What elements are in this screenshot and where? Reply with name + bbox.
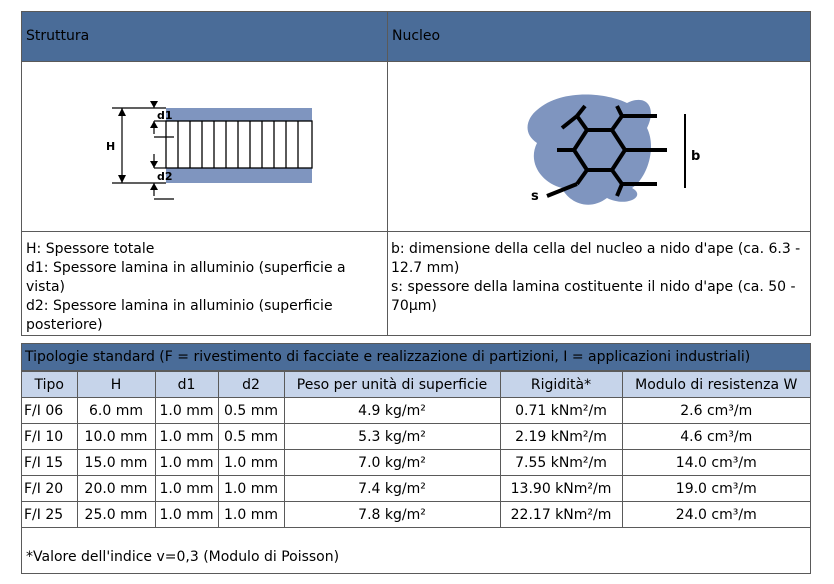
specs-table <box>22 371 810 528</box>
cell-type: F/I 15 <box>22 450 77 476</box>
cell-h: 25.0 mm <box>77 502 155 528</box>
column-header: Rigidità* <box>500 372 622 398</box>
cell-d1: 1.0 mm <box>155 424 218 450</box>
honeycomb-cell-diagram <box>507 88 707 218</box>
cell-h: 6.0 mm <box>77 398 155 424</box>
cell-weight: 7.0 kg/m² <box>284 450 500 476</box>
desc-line: b: dimensione della cella del nucleo a nido d'ape (ca. 6.3 - <box>391 241 801 257</box>
cell-h: 10.0 mm <box>77 424 155 450</box>
cell-type: F/I 10 <box>22 424 77 450</box>
cell-modulus: 2.6 cm³/m <box>622 398 810 424</box>
label-d1: d1 <box>157 109 173 122</box>
cell-d2: 1.0 mm <box>218 476 284 502</box>
standard-types-table <box>21 343 811 574</box>
cell-d2: 1.0 mm <box>218 502 284 528</box>
cell-weight: 5.3 kg/m² <box>284 424 500 450</box>
core-description <box>391 240 809 316</box>
desc-line: 70µm) <box>391 298 437 314</box>
cell-weight: 7.4 kg/m² <box>284 476 500 502</box>
desc-line: posteriore) <box>26 317 103 333</box>
row-divider <box>22 61 810 62</box>
column-header: Modulo di resistenza W <box>622 372 810 398</box>
column-header: Peso per unità di superficie <box>284 372 500 398</box>
cell-weight: 4.9 kg/m² <box>284 398 500 424</box>
cell-modulus: 4.6 cm³/m <box>622 424 810 450</box>
cell-d1: 1.0 mm <box>155 450 218 476</box>
structure-table <box>21 11 811 336</box>
cell-d2: 0.5 mm <box>218 398 284 424</box>
column-header: Tipo <box>22 372 77 398</box>
cell-d1: 1.0 mm <box>155 502 218 528</box>
structure-description <box>26 240 381 335</box>
cell-d1: 1.0 mm <box>155 398 218 424</box>
desc-line: 12.7 mm) <box>391 260 460 276</box>
structure-header: Struttura <box>22 12 387 61</box>
desc-line: s: spessore della lamina costituente il nido d'ape (ca. 50 - <box>391 279 796 295</box>
core-header: Nucleo <box>388 12 810 61</box>
cell-stiffness: 7.55 kNm²/m <box>500 450 622 476</box>
cell-h: 20.0 mm <box>77 476 155 502</box>
desc-line: d1: Spessore lamina in alluminio (superficie a <box>26 260 346 276</box>
column-header: d2 <box>218 372 284 398</box>
label-s: s <box>531 189 539 204</box>
label-d2: d2 <box>157 170 173 183</box>
column-header: H <box>77 372 155 398</box>
table-row <box>22 424 810 450</box>
cell-modulus: 19.0 cm³/m <box>622 476 810 502</box>
footnote: *Valore dell'indice v=0,3 (Modulo di Poisson) <box>26 549 340 565</box>
cell-stiffness: 2.19 kNm²/m <box>500 424 622 450</box>
column-header: d1 <box>155 372 218 398</box>
cell-d2: 0.5 mm <box>218 424 284 450</box>
row-divider <box>22 231 810 232</box>
desc-line: vista) <box>26 279 65 295</box>
cell-modulus: 24.0 cm³/m <box>622 502 810 528</box>
cell-type: F/I 20 <box>22 476 77 502</box>
cell-type: F/I 06 <box>22 398 77 424</box>
desc-line: H: Spessore totale <box>26 241 155 257</box>
table-caption: Tipologie standard (F = rivestimento di facciate e realizzazione di partizioni, I = applicazioni industriali) <box>22 344 810 371</box>
cell-stiffness: 0.71 kNm²/m <box>500 398 622 424</box>
cell-type: F/I 25 <box>22 502 77 528</box>
label-h: H <box>106 140 116 153</box>
cell-stiffness: 13.90 kNm²/m <box>500 476 622 502</box>
cell-stiffness: 22.17 kNm²/m <box>500 502 622 528</box>
table-row <box>22 398 810 424</box>
cell-h: 15.0 mm <box>77 450 155 476</box>
cell-d2: 1.0 mm <box>218 450 284 476</box>
table-row <box>22 476 810 502</box>
table-header-row <box>22 372 810 398</box>
cell-modulus: 14.0 cm³/m <box>622 450 810 476</box>
table-row <box>22 450 810 476</box>
cell-d1: 1.0 mm <box>155 476 218 502</box>
cell-weight: 7.8 kg/m² <box>284 502 500 528</box>
panel-section-diagram <box>82 92 322 204</box>
table-row <box>22 502 810 528</box>
label-b: b <box>691 149 701 164</box>
desc-line: d2: Spessore lamina in alluminio (superficie <box>26 298 333 314</box>
